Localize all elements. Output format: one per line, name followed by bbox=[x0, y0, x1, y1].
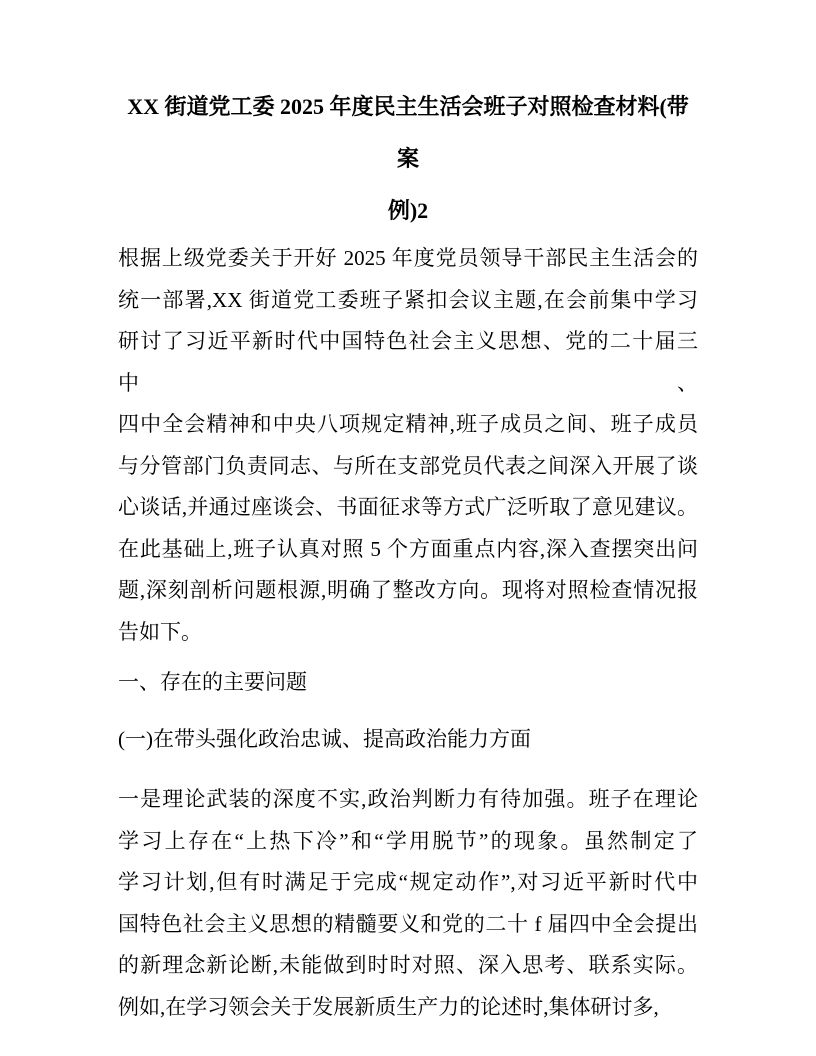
intro-paragraph-line-8: 题,深刻剖析问题根源,明确了整改方向。现将对照检查情况报 bbox=[118, 578, 698, 602]
subsection-1-1-heading bbox=[118, 719, 698, 761]
section-1-heading-line-1: 一、存在的主要问题 bbox=[118, 670, 307, 694]
intro-paragraph-line-4: 四中全会精神和中央八项规定精神,班子成员之间、班子成员 bbox=[118, 412, 698, 436]
problem-1-paragraph-line-2: 学习上存在“上热下冷”和“学用脱节”的现象。虽然制定了 bbox=[118, 828, 698, 853]
intro-paragraph-line-6: 心谈话,并通过座谈会、书面征求等方式广泛听取了意见建议。 bbox=[118, 495, 698, 519]
document-content bbox=[118, 81, 698, 1028]
problem-1-paragraph-line-4: 国特色社会主义思想的精髓要义和党的二十 f 届四中全会提出 bbox=[118, 911, 698, 936]
document-title bbox=[118, 81, 698, 237]
section-1-heading bbox=[118, 662, 698, 704]
intro-paragraph-line-3: 研讨了习近平新时代中国特色社会主义思想、党的二十届三中、 bbox=[118, 329, 698, 395]
intro-paragraph-line-5: 与分管部门负责同志、与所在支部党员代表之间深入开展了谈 bbox=[118, 453, 698, 478]
problem-1-paragraph bbox=[118, 779, 698, 1028]
problem-1-paragraph-line-5: 的新理念新论断,未能做到时时对照、深入思考、联系实际。 bbox=[118, 953, 698, 977]
document-title-line-2: 例)2 bbox=[387, 198, 429, 223]
problem-1-paragraph-line-3: 学习计划,但有时满足于完成“规定动作”,对习近平新时代中 bbox=[118, 870, 698, 894]
document-title-line-1: XX 街道党工委 2025 年度民主生活会班子对照检查材料(带案 bbox=[127, 94, 689, 171]
intro-paragraph-line-2: 统一部署,XX 街道党工委班子紧扣会议主题,在会前集中学习 bbox=[118, 287, 698, 312]
problem-1-paragraph-line-6: 例如,在学习领会关于发展新质生产力的论述时,集体研讨多, bbox=[118, 994, 659, 1019]
intro-paragraph-line-7: 在此基础上,班子认真对照 5 个方面重点内容,深入查摆突出问 bbox=[118, 536, 698, 561]
subsection-1-1-heading-line-1: (一)在带头强化政治忠诚、提高政治能力方面 bbox=[118, 726, 531, 751]
intro-paragraph bbox=[118, 238, 698, 653]
intro-paragraph-line-1: 根据上级党委关于开好 2025 年度党员领导干部民主生活会的 bbox=[118, 246, 698, 270]
intro-paragraph-line-9: 告如下。 bbox=[118, 619, 202, 644]
problem-1-paragraph-line-1: 一是理论武装的深度不实,政治判断力有待加强。班子在理论 bbox=[118, 787, 698, 811]
